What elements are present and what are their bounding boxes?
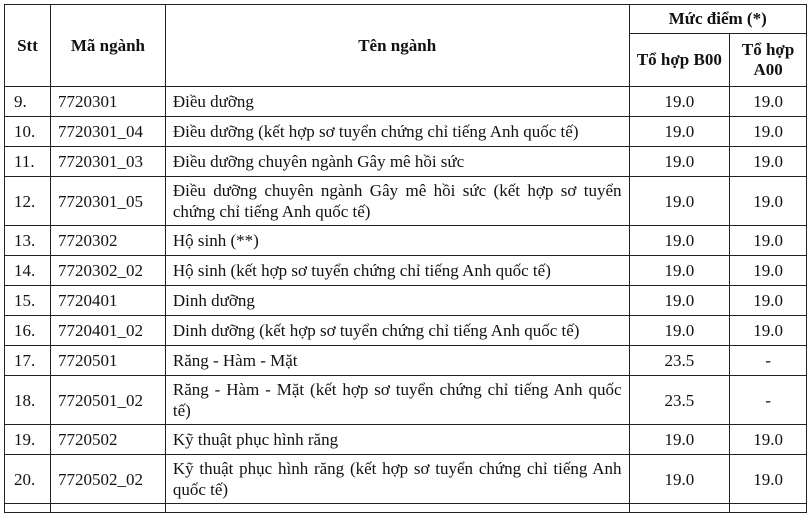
cell-empty [50,504,165,513]
table-row [5,147,807,177]
cell-score-a00: 19.0 [730,316,807,346]
cell-stt: 11. [5,147,51,177]
table-row [5,286,807,316]
cell-score-b00: 19.0 [629,87,730,117]
cell-ma-nganh: 7720301_03 [50,147,165,177]
table-row [5,346,807,376]
cell-score-a00: 19.0 [730,226,807,256]
cell-score-b00: 19.0 [629,455,730,504]
cell-ma-nganh: 7720401_02 [50,316,165,346]
cell-ten-nganh: Hộ sinh (kết hợp sơ tuyển chứng chỉ tiếng Anh quốc tế) [165,256,629,286]
header-to-hop-a00: Tổ hợp A00 [730,34,807,87]
table-row [5,376,807,425]
header-ten-nganh: Tên ngành [165,5,629,87]
score-table-container [4,4,807,513]
admission-score-table [4,4,807,513]
cell-ma-nganh: 7720301 [50,87,165,117]
cell-ten-nganh: Răng - Hàm - Mặt (kết hợp sơ tuyển chứng chỉ tiếng Anh quốc tế) [165,376,629,425]
cell-stt: 13. [5,226,51,256]
cell-ma-nganh: 7720502 [50,425,165,455]
header-ma-nganh: Mã ngành [50,5,165,87]
cell-score-a00: 19.0 [730,425,807,455]
cell-score-b00: 19.0 [629,256,730,286]
cell-ten-nganh: Dinh dưỡng (kết hợp sơ tuyển chứng chỉ tiếng Anh quốc tế) [165,316,629,346]
cell-ten-nganh: Hộ sinh (**) [165,226,629,256]
cell-ten-nganh: Điều dưỡng chuyên ngành Gây mê hồi sức (kết hợp sơ tuyển chứng chỉ tiếng Anh quốc tế) [165,177,629,226]
cell-score-b00: 19.0 [629,226,730,256]
header-muc-diem: Mức điểm (*) [629,5,807,34]
table-row [5,87,807,117]
cell-score-a00: 19.0 [730,455,807,504]
table-row-partial [5,504,807,513]
cell-stt: 16. [5,316,51,346]
cell-stt: 9. [5,87,51,117]
cell-score-b00: 19.0 [629,147,730,177]
cell-ma-nganh: 7720301_04 [50,117,165,147]
cell-score-a00: 19.0 [730,286,807,316]
cell-score-a00: 19.0 [730,147,807,177]
cell-ten-nganh: Kỹ thuật phục hình răng (kết hợp sơ tuyển chứng chỉ tiếng Anh quốc tế) [165,455,629,504]
cell-stt: 14. [5,256,51,286]
cell-score-b00: 19.0 [629,316,730,346]
cell-stt: 10. [5,117,51,147]
table-row [5,177,807,226]
cell-stt: 18. [5,376,51,425]
cell-stt: 17. [5,346,51,376]
cell-score-a00: - [730,376,807,425]
cell-ma-nganh: 7720401 [50,286,165,316]
cell-stt: 19. [5,425,51,455]
cell-stt: 20. [5,455,51,504]
cell-score-a00: 19.0 [730,177,807,226]
table-row [5,117,807,147]
cell-ten-nganh: Kỹ thuật phục hình răng [165,425,629,455]
cell-ma-nganh: 7720302_02 [50,256,165,286]
table-row [5,256,807,286]
cell-score-b00: 23.5 [629,346,730,376]
cell-empty [730,504,807,513]
header-stt: Stt [5,5,51,87]
cell-score-a00: 19.0 [730,256,807,286]
header-to-hop-b00: Tổ hợp B00 [629,34,730,87]
cell-ma-nganh: 7720301_05 [50,177,165,226]
cell-score-b00: 19.0 [629,286,730,316]
table-row [5,455,807,504]
cell-score-b00: 19.0 [629,425,730,455]
table-row [5,316,807,346]
cell-score-a00: 19.0 [730,117,807,147]
cell-empty [165,504,629,513]
table-row [5,425,807,455]
cell-score-b00: 19.0 [629,177,730,226]
cell-ten-nganh: Dinh dưỡng [165,286,629,316]
cell-ma-nganh: 7720501_02 [50,376,165,425]
cell-stt: 15. [5,286,51,316]
cell-stt: 12. [5,177,51,226]
cell-ma-nganh: 7720502_02 [50,455,165,504]
cell-ten-nganh: Điều dưỡng [165,87,629,117]
cell-score-b00: 19.0 [629,117,730,147]
cell-empty [629,504,730,513]
cell-ma-nganh: 7720302 [50,226,165,256]
cell-ten-nganh: Răng - Hàm - Mặt [165,346,629,376]
cell-ten-nganh: Điều dưỡng (kết hợp sơ tuyển chứng chỉ tiếng Anh quốc tế) [165,117,629,147]
cell-score-b00: 23.5 [629,376,730,425]
cell-ten-nganh: Điều dưỡng chuyên ngành Gây mê hồi sức [165,147,629,177]
cell-empty [5,504,51,513]
cell-ma-nganh: 7720501 [50,346,165,376]
cell-score-a00: - [730,346,807,376]
table-row [5,226,807,256]
cell-score-a00: 19.0 [730,87,807,117]
